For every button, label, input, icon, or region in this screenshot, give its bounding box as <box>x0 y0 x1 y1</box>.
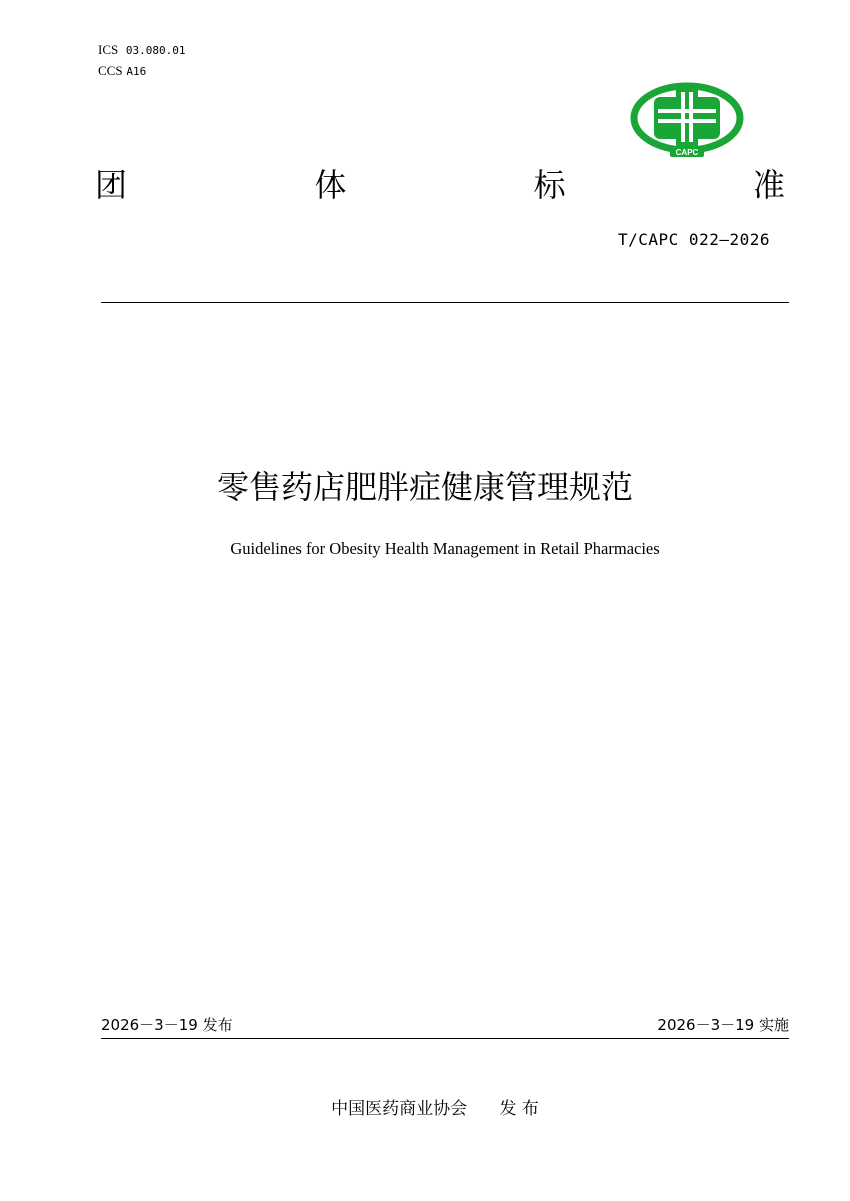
standard-type-char: 体 <box>314 166 347 204</box>
standard-type-heading <box>95 160 785 210</box>
release-date: 2026－3－19 发布 <box>101 1016 233 1034</box>
capc-logo <box>628 82 746 160</box>
document-title-english: Guidelines for Obesity Health Management in Retail Pharmacies <box>230 539 660 558</box>
standard-type-char: 标 <box>533 166 566 204</box>
standard-number: T/CAPC 022—2026 <box>618 230 770 249</box>
publisher-action: 发 布 <box>499 1099 539 1119</box>
publisher-organization: 中国医药商业协会 <box>331 1099 468 1119</box>
ics-row <box>98 40 185 61</box>
standard-type-char: 准 <box>752 166 785 204</box>
ccs-value: A16 <box>126 65 147 78</box>
ics-value: 03.080.01 <box>125 44 186 57</box>
implementation-date: 2026－3－19 实施 <box>657 1016 789 1034</box>
ccs-label: CCS <box>98 63 123 78</box>
bottom-divider <box>101 1038 789 1039</box>
document-title-chinese: 零售药店肥胖症健康管理规范 <box>216 468 633 506</box>
ccs-row <box>98 61 185 82</box>
standard-type-char: 团 <box>95 166 128 204</box>
top-divider <box>101 302 789 303</box>
logo-text: CAPC <box>675 148 699 157</box>
publisher-line <box>0 1096 850 1122</box>
classification-codes <box>98 40 185 82</box>
ics-label: ICS <box>98 42 119 57</box>
